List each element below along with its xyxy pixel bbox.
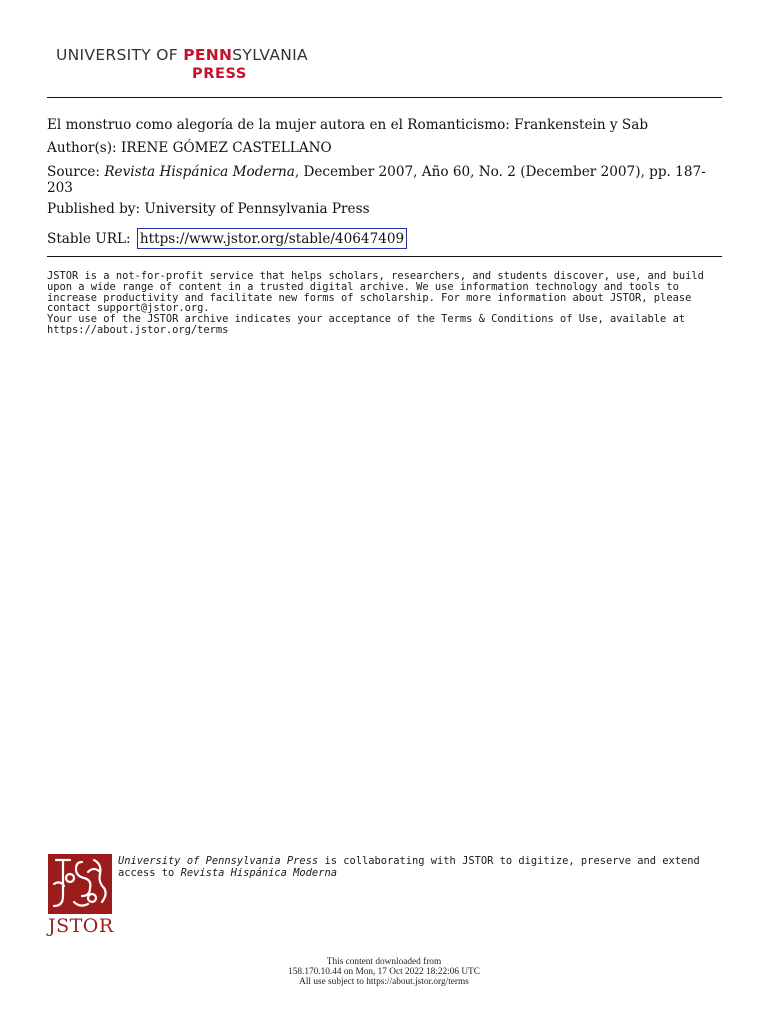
logo-accent-penn: PENN (183, 46, 233, 64)
stable-url-line (47, 228, 719, 249)
source-label: Source: (47, 164, 105, 180)
author-label: Author(s): (47, 140, 121, 156)
author-line (47, 140, 719, 156)
jstor-logo (48, 854, 116, 936)
published-line (47, 201, 719, 217)
source-details: , December 2007, Año 60, No. 2 (December 2007), pp. 187-203 (47, 164, 706, 196)
collab-publisher: University of Pennsylvania Press (118, 855, 319, 867)
collaboration-statement (118, 856, 722, 879)
collab-middle: is collaborating with JSTOR to digitize, preserve and extend access to (118, 855, 700, 879)
footer-line-ip-date: 158.170.10.44 on Mon, 17 Oct 2022 18:22:06 UTC (288, 967, 480, 977)
logo-line-press: PRESS (192, 66, 247, 82)
jstor-emblem-icon (48, 854, 112, 914)
publisher-name: University of Pennsylvania Press (144, 201, 370, 217)
stable-url-link[interactable]: https://www.jstor.org/stable/40647409 (137, 228, 407, 249)
terms-of-use: Your use of the JSTOR archive indicates your acceptance of the Terms & Conditions of Use, available at https://about.jstor.org/terms (47, 313, 686, 336)
top-divider (47, 97, 722, 98)
logo-line-university (56, 46, 346, 64)
source-journal: Revista Hispánica Moderna (104, 164, 295, 180)
footer-line-terms: All use subject to https://about.jstor.org/terms (299, 977, 469, 987)
author-name: IRENE GÓMEZ CASTELLANO (120, 140, 332, 156)
logo-prefix: UNIVERSITY OF (56, 46, 184, 64)
source-line (47, 164, 719, 196)
footer-line-downloaded: This content downloaded from (326, 957, 442, 967)
download-footer (0, 957, 768, 987)
publisher-logo (56, 46, 346, 86)
published-label: Published by: (47, 201, 145, 217)
collab-journal: Revista Hispánica Moderna (180, 866, 337, 879)
bottom-divider (47, 256, 722, 257)
stable-url-label: Stable URL: (47, 231, 135, 247)
jstor-wordmark: JSTOR (48, 915, 114, 937)
jstor-description: JSTOR is a not-for-profit service that helps scholars, researchers, and students discover, use, and build upon a wide range of content in a trusted digital archive. We use information technology and tools to increase productivity and facilitate new forms of scholarship. For more information about JSTOR, please contact support@jstor.org. (47, 270, 704, 315)
logo-suffix: SYLVANIA (232, 46, 308, 64)
jstor-emblem-graphic (48, 854, 112, 914)
article-title: El monstruo como alegoría de la mujer autora en el Romanticismo: Frankenstein y Sab (47, 117, 649, 133)
